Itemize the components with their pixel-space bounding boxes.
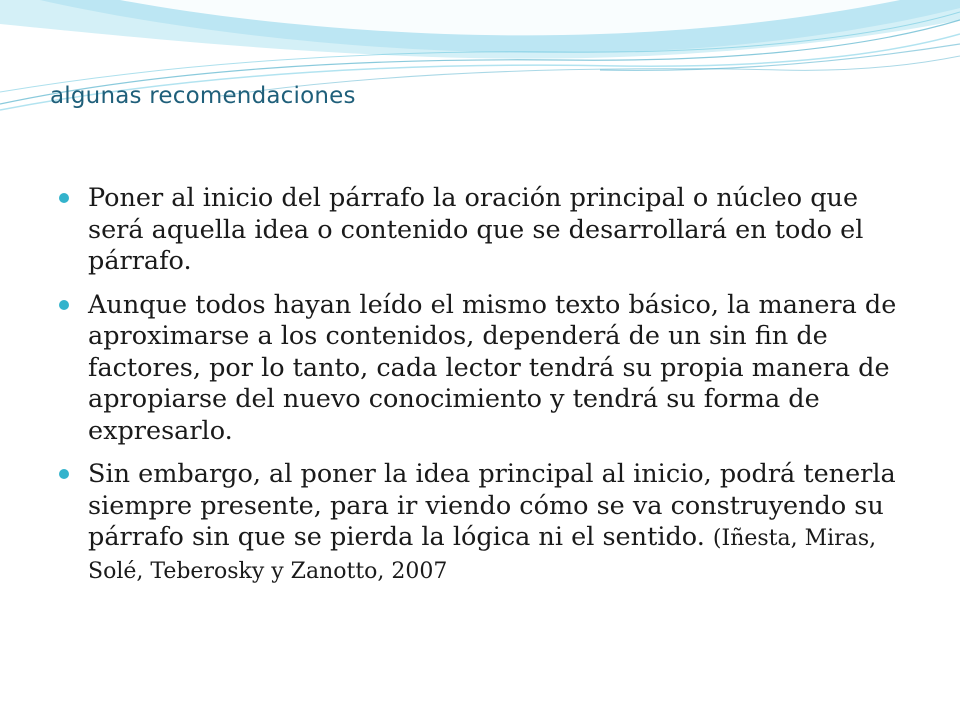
bullet-item (56, 183, 916, 278)
bullet-text: Aunque todos hayan leído el mismo texto básico, la manera de aproximarse a los contenidos, dependerá de un sin fin de factores, por lo tanto, cada lector tendrá su propia manera de apropiarse del nuevo conocimiento y tendrá su forma de expresarlo. (88, 289, 897, 446)
bullet-text: Poner al inicio del párrafo la oración principal o núcleo que será aquella idea o contenido que se desarrollará en todo el párrafo. (88, 183, 864, 276)
slide-title: algunas recomendaciones (50, 83, 356, 109)
bullet-item (56, 290, 916, 448)
citation: (Iñesta, Miras, Solé, Teberosky y Zanotto, 2007 (88, 526, 877, 584)
bullet-text: Sin embargo, al poner la idea principal al inicio, podrá tenerla siempre presente, para ir viendo cómo se va construyendo su párrafo sin que se pierda la lógica ni el sentido. (88, 459, 896, 552)
bullet-dot (59, 300, 69, 310)
bullet-dot (59, 469, 69, 479)
bullet-list (56, 183, 916, 599)
bullet-item (56, 459, 916, 587)
bullet-dot (59, 193, 69, 203)
